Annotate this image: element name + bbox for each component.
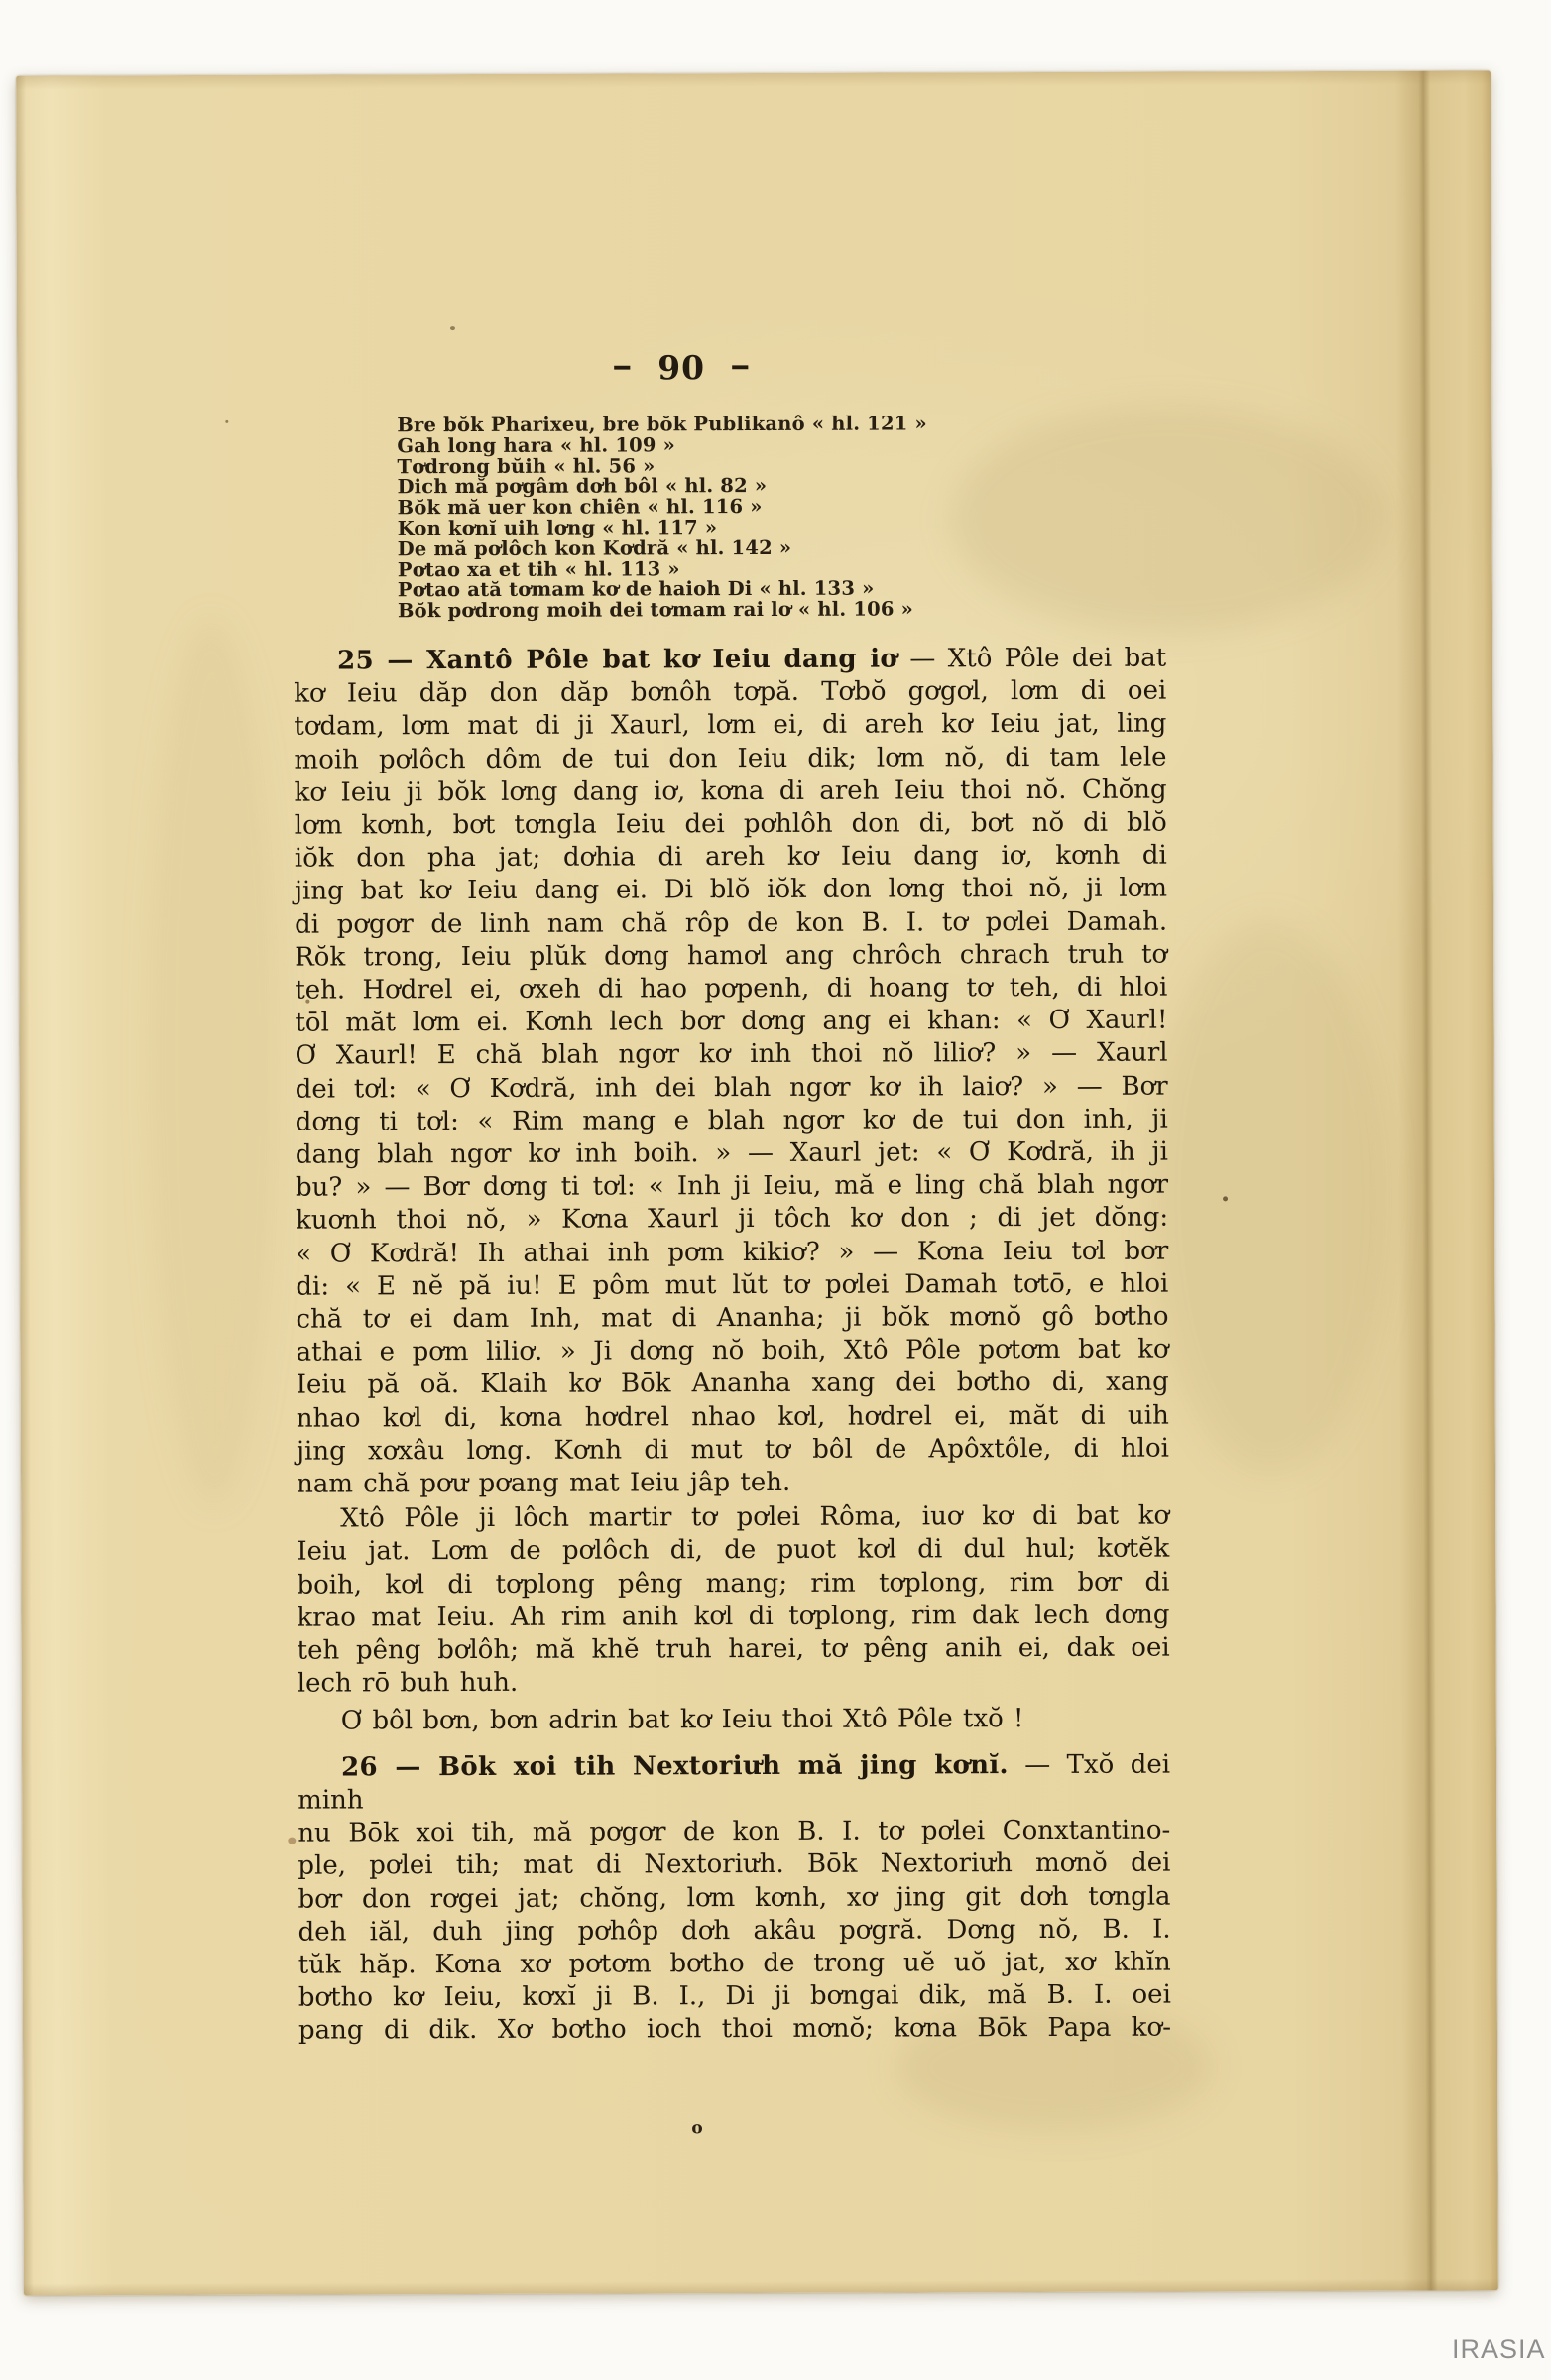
text-line [295, 1005, 1167, 1040]
text-line [294, 675, 1166, 711]
text-segment: kuơnh thoi nŏ, » Kơna Xaurl ji tôch kơ don ; di jet dŏng: [296, 1203, 1169, 1237]
bold-text-segment: 26 — Bōk xoi tih Nextoriưh mă jing kơnĭ. [341, 1749, 1009, 1783]
text-segment: tơdam, lơm mat di ji Xaurl, lơm ei, di areh kơ Ieiu jat, ling [294, 708, 1167, 743]
text-segment: Ieiu pă oă. Klaih kơ Bōk Ananha xang dei bơtho di, xang [296, 1368, 1169, 1401]
page-number-dash: – [611, 345, 634, 385]
text-segment: Ieiu jat. Lơm de pơlôch di, de puot kơl di dul hul; kơtĕk [297, 1534, 1170, 1568]
printers-signature-mark: o [691, 2118, 703, 2139]
paragraph [298, 1748, 1171, 2048]
text-segment: teh. Hơdrel ei, ơxeh di hao pơpenh, di hoang tơ teh, di hloi [295, 972, 1168, 1006]
scanned-paper-page [16, 70, 1498, 2295]
text-segment: kơ Ieiu dăp don dăp bơnôh tơpă. Tơbŏ gơgơl, lơm di oei [294, 675, 1167, 709]
text-line [295, 938, 1167, 974]
text-segment: pang di dik. Xơ bơtho ioch thoi mơnŏ; kơna Bōk Papa kơ- [298, 2012, 1172, 2046]
text-line [297, 1500, 1169, 1536]
reference-line: Kon kơnĭ uih lơng « hl. 117 » [397, 516, 718, 540]
page-number-value: 90 [657, 348, 706, 388]
text-line [295, 1037, 1167, 1073]
text-line [297, 1399, 1169, 1435]
text-line [295, 972, 1167, 1008]
text-segment: chă tơ ei dam Inh, mat di Ananha; ji bŏk mơnŏ gô bơtho [296, 1301, 1169, 1335]
text-line [298, 1979, 1171, 2015]
text-segment: — Xtô Pôle dei bat [896, 643, 1167, 674]
text-line [295, 873, 1167, 908]
text-segment: ple, pơlei tih; mat di Nextoriưh. Bōk Nextoriưh mơnŏ dei [298, 1847, 1171, 1881]
reference-list [397, 414, 927, 622]
reference-line: De mă pơlôch kon Kơdră « hl. 142 » [397, 536, 792, 561]
text-segment: bơtho kơ Ieiu, kơxĭ ji B. I., Di ji bơngai dik, mă B. I. oei [298, 1979, 1171, 2013]
text-line [297, 1599, 1169, 1634]
text-segment: boih, kơl di tơplong pêng mang; rim tơplong, rim bơr di [297, 1567, 1170, 1601]
text-line [295, 774, 1167, 809]
text-segment: nam chă pơư pơang mat Ieiu jâp teh. [297, 1467, 791, 1499]
text-segment: bơr don rơgei jat; chŏng, lơm kơnh, xơ jing git dơh tơngla [298, 1881, 1171, 1915]
paper-speck [288, 1838, 296, 1844]
text-segment: Xtô Pôle ji lôch martir tơ pơlei Rôma, iuơ kơ di bat kơ [340, 1500, 1170, 1534]
text-segment: tōl măt lơm ei. Kơnh lech bơr dơng ang ei khan: « Ơ Xaurl! [295, 1005, 1168, 1038]
text-line [298, 1748, 1170, 1817]
text-line [298, 1702, 1170, 1737]
page-number [17, 346, 1346, 390]
archive-watermark: IRASIA [1452, 2334, 1546, 2364]
text-line [295, 807, 1167, 843]
text-segment: di: « E nĕ pă iu! E pôm mut lŭt tơ pơlei Damah tơtō, e hloi [296, 1268, 1169, 1302]
text-line [296, 1301, 1168, 1337]
reference-line: Pơtao ată tơmam kơ de haioh Di « hl. 133 » [397, 576, 875, 602]
paper-speck [1223, 1196, 1228, 1201]
text-segment: krao mat Ieiu. Ah rim anih kơl di tơplong, rim dak lech dơng [297, 1600, 1170, 1633]
text-line [298, 1946, 1171, 1981]
text-line [297, 1566, 1169, 1602]
reference-line: Dich mă pơgâm dơh bôl « hl. 82 » [397, 474, 768, 499]
text-segment: bu? » — Bơr dơng ti tơl: « Inh ji Ieiu, mă e ling chă blah ngơr [295, 1169, 1169, 1203]
page-number-dash: – [729, 345, 752, 385]
paragraph [294, 643, 1169, 1501]
reference-line: Bre bŏk Pharixeu, bre bŏk Publikanô « hl. 121 » [397, 412, 927, 437]
text-segment: lơm kơnh, bơt tơngla Ieiu dei pơhlôh don di, bơt nŏ di blŏ [294, 807, 1167, 841]
text-line [295, 905, 1167, 941]
paper-speck [225, 420, 228, 423]
reference-line: Gah long hara « hl. 109 » [397, 433, 676, 458]
text-segment: nu Bōk xoi tih, mă pơgơr de kon B. I. tơ pơlei Conxtantino- [298, 1815, 1171, 1848]
reference-line: Bŏk mă uer kon chiên « hl. 116 » [397, 495, 763, 520]
bleed-through-smudge [949, 405, 1386, 635]
bold-text-segment: 25 — Xantô Pôle bat kơ Ieiu dang iơ [337, 644, 898, 676]
text-line [296, 1202, 1168, 1238]
text-line [297, 1367, 1169, 1402]
text-line [295, 840, 1167, 876]
text-line [298, 1665, 1170, 1701]
text-line [296, 1267, 1168, 1303]
text-segment: nhao kơl di, kơna hơdrel nhao kơl, hơdrel ei, măt di uih [296, 1400, 1169, 1434]
bleed-through-smudge [147, 617, 279, 1509]
body-text [294, 643, 1171, 2049]
text-segment: di pơgơr de linh nam chă rôp de kon B. I. tơ pơlei Damah. [295, 906, 1168, 940]
text-segment: tŭk hăp. Kơna xơ pơtơm bơtho de trong uĕ uŏ jat, xơ khĭn [298, 1947, 1171, 1980]
text-segment: lech rō buh huh. [297, 1668, 519, 1699]
text-line [296, 1169, 1168, 1205]
text-segment: jing xơxâu lơng. Kơnh di mut tơ bôl de Apôxtôle, di hloi [296, 1433, 1169, 1467]
reference-line: Bŏk pơdrong moih dei tơmam rai lơ « hl. 106 » [397, 597, 914, 623]
text-line [298, 1880, 1170, 1916]
text-line [298, 1847, 1170, 1883]
text-line [296, 1070, 1168, 1106]
text-line [297, 1533, 1169, 1569]
text-line [294, 708, 1166, 744]
text-segment: dei tơl: « Ơ Kơdră, inh dei blah ngơr kơ ih laiơ? » — Bơr [295, 1071, 1168, 1105]
text-segment: moih pơlôch dôm de tui don Ieiu dik; lơm nŏ, di tam lele [294, 742, 1167, 775]
text-line [298, 1632, 1170, 1668]
text-line [297, 1334, 1169, 1369]
text-line [297, 1432, 1169, 1468]
text-segment: — Txŏ dei minh [298, 1749, 1171, 1816]
reference-line: Pơtao xa et tih « hl. 113 » [397, 556, 680, 581]
text-line [298, 2012, 1171, 2048]
text-line [298, 1815, 1170, 1850]
paragraph [297, 1500, 1170, 1701]
text-segment: teh pêng bơlôh; mă khĕ truh harei, tơ pêng anih ei, dak oei [297, 1632, 1170, 1666]
text-segment: Ơ Xaurl! E chă blah ngơr kơ inh thoi nŏ liliơ? » — Xaurl [295, 1037, 1168, 1072]
text-segment: Ơ bôl bơn, bơn adrin bat kơ Ieiu thoi Xtô Pôle txŏ ! [340, 1703, 1024, 1735]
text-segment: « Ơ Kơdră! Ih athai inh pơm kikiơ? » — Kơna Ieiu tơl bơr [296, 1236, 1169, 1269]
text-segment: kơ Ieiu ji bŏk lơng dang iơ, kơna di areh Ieiu thoi nŏ. Chŏng [294, 774, 1167, 808]
text-line [294, 643, 1166, 678]
text-segment: deh iăl, duh jing pơhôp dơh akâu pơgră. Dơng nŏ, B. I. [298, 1914, 1171, 1948]
text-line [296, 1136, 1168, 1172]
text-segment: dang blah ngơr kơ inh boih. » — Xaurl jet: « Ơ Kơdră, ih ji [295, 1136, 1168, 1170]
bleed-through-smudge [1149, 920, 1389, 1477]
text-line [298, 1913, 1171, 1949]
text-segment: jing bat kơ Ieiu dang ei. Di blŏ iŏk don lơng thoi nŏ, ji lơm [294, 873, 1168, 907]
text-segment: athai e pơm liliơ. » Ji dơng nŏ boih, Xtô Pôle pơtơm bat kơ [296, 1334, 1169, 1368]
text-segment: dơng ti tơl: « Rim mang e blah ngơr kơ de tui don inh, ji [295, 1104, 1168, 1137]
reference-line: Tơdrong bŭih « hl. 56 » [397, 453, 656, 478]
paragraph [298, 1702, 1170, 1737]
text-line [297, 1466, 1169, 1501]
paper-speck [450, 326, 455, 330]
text-segment: Rŏk trong, Ieiu plŭk dơng hamơl ang chrôch chrach truh tơ [295, 939, 1168, 973]
text-line [294, 741, 1166, 776]
text-line [296, 1103, 1168, 1138]
text-line [296, 1235, 1168, 1270]
text-segment: iŏk don pha jat; dơhia di areh kơ Ieiu dang iơ, kơnh di [294, 840, 1167, 874]
